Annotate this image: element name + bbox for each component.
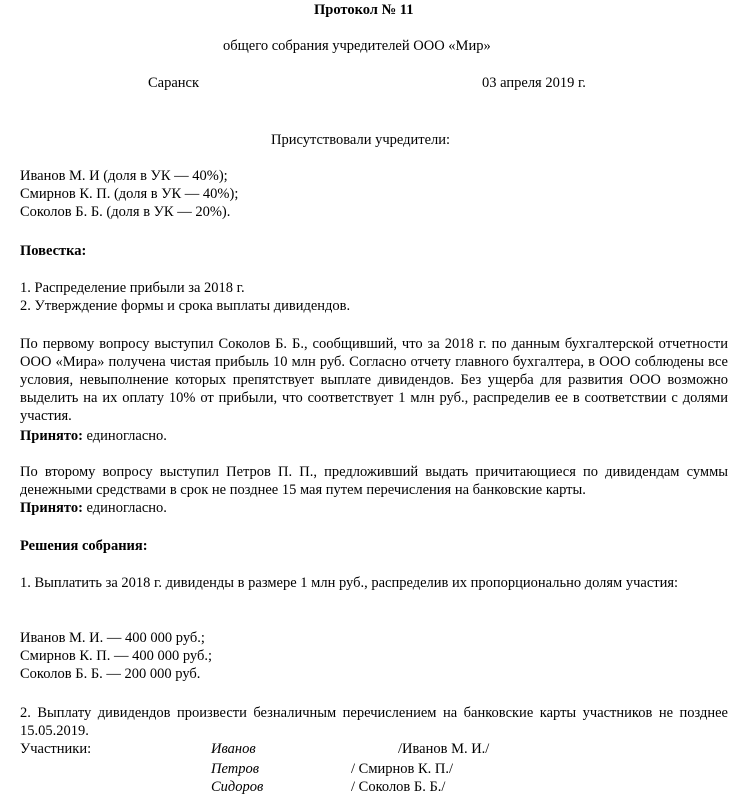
result-value: единогласно. [82,500,167,516]
result-value: единогласно. [82,428,167,444]
decision-result-second [20,499,167,517]
payout-item: Иванов М. И. — 400 000 руб.; [20,630,205,646]
decisions-heading: Решения собрания: [20,538,148,554]
founder-item: Соколов Б. Б. (доля в УК — 20%). [20,204,231,220]
result-label: Принято: [20,428,83,444]
agenda-list [20,279,350,315]
signatory-name: / Соколов Б. Б./ [351,779,446,795]
result-label: Принято: [20,500,83,516]
decision-result-first [20,427,167,445]
signatures-label: Участники: [20,741,92,757]
signature-handwritten: Сидоров [211,779,264,795]
discussion-first-question: По первому вопросу выступил Соколов Б. Б., сообщивший, что за 2018 г. по данным бухгалтерской отчетности ООО «Мира» получена чистая прибыль 10 млн руб. Согласно отчету главного бухгалтера, в ООО соблюдены все условия, невыполнение которых препятствует выплате дивидендов. Без ущерба для развития ООО возможно выделить на их оплату 10% от прибыли, что соответствует 1 млн руб., распределив ее в соответствии с долями участия. [20,336,728,424]
decision-item-1: 1. Выплатить за 2018 г. дивиденды в размере 1 млн руб., распределив их пропорционально долям участия: [20,575,679,591]
meeting-city: Саранск [148,75,200,91]
payout-item: Соколов Б. Б. — 200 000 руб. [20,666,201,682]
signatory-name: / Смирнов К. П./ [351,761,454,777]
signature-handwritten: Петров [211,761,259,777]
agenda-item: 2. Утверждение формы и срока выплаты дивидендов. [20,298,351,314]
signatory-name: /Иванов М. И./ [398,741,490,757]
signature-handwritten: Иванов [211,741,256,757]
payout-item: Смирнов К. П. — 400 000 руб.; [20,648,213,664]
founders-list [20,167,238,221]
decision-item-2: 2. Выплату дивидендов произвести безналичным перечислением на банковские карты участников не позднее 15.05.2019. [20,705,728,739]
document-subtitle: общего собрания учредителей ООО «Мир» [223,38,491,54]
meeting-date: 03 апреля 2019 г. [482,75,586,91]
attendance-heading: Присутствовали учредители: [271,132,451,148]
discussion-second-question: По второму вопросу выступил Петров П. П., предложивший выдать причитающиеся по дивидендам суммы денежными средствами в срок не позднее 15 мая путем перечисления на банковские карты. [20,464,728,498]
agenda-item: 1. Распределение прибыли за 2018 г. [20,280,245,296]
agenda-heading: Повестка: [20,243,87,259]
founder-item: Иванов М. И (доля в УК — 40%); [20,168,228,184]
document-title: Протокол № 11 [314,2,414,18]
payouts-list [20,629,212,683]
founder-item: Смирнов К. П. (доля в УК — 40%); [20,186,239,202]
